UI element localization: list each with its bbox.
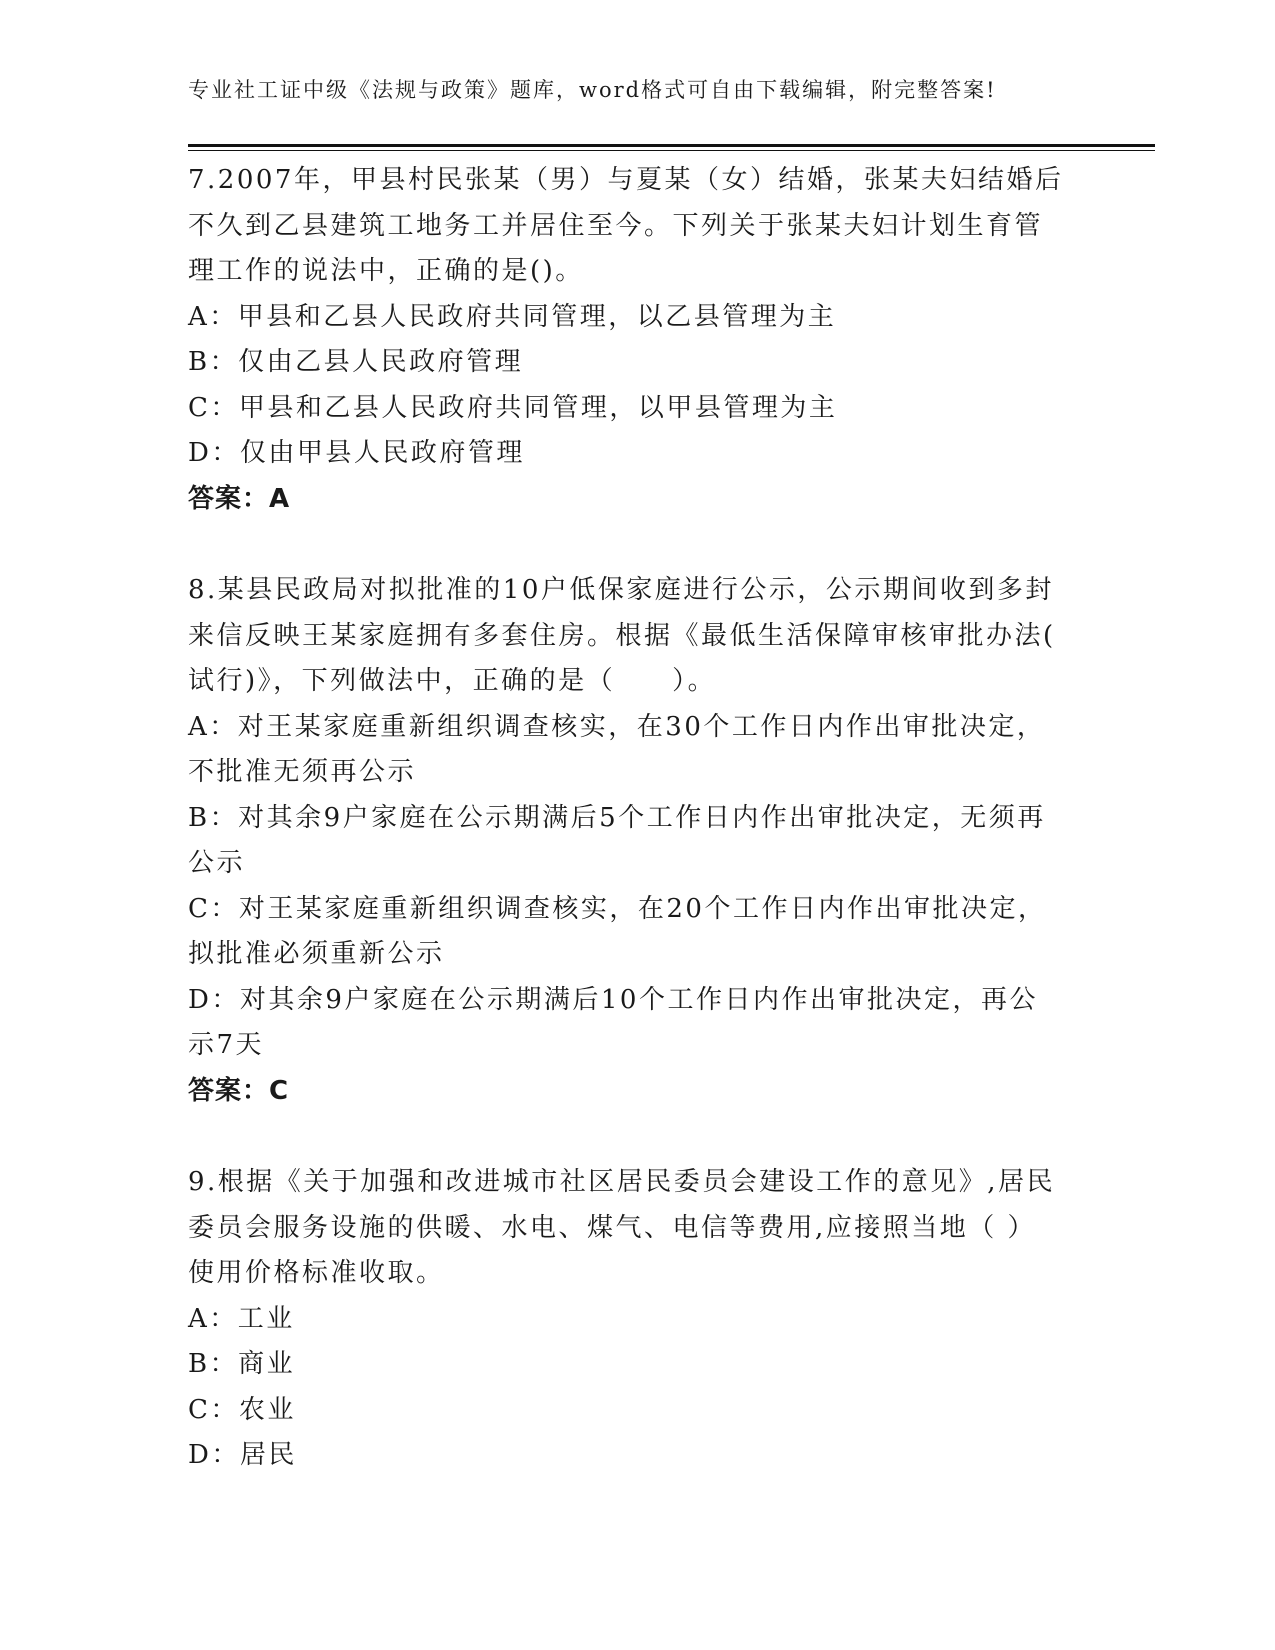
option-a-continued: 不批准无须再公示	[188, 757, 417, 787]
header-rule-thick	[188, 144, 1155, 147]
option-d-continued: 示7天	[188, 1030, 265, 1060]
option-d: D：对其余9户家庭在公示期满后10个工作日内作出审批决定，再公	[188, 984, 1038, 1015]
question-7	[188, 158, 1088, 522]
header-rule-thin	[188, 150, 1155, 151]
option-a: A：对王某家庭重新组织调查核实，在30个工作日内作出审批决定，	[188, 711, 1046, 742]
option-b-continued: 公示	[188, 848, 246, 878]
option-b: B：仅由乙县人民政府管理	[188, 347, 524, 377]
answer-label: 答案：A	[188, 483, 291, 514]
answer-label: 答案：C	[188, 1075, 290, 1106]
question-8	[188, 568, 1088, 1114]
question-stem-line: 理工作的说法中，正确的是()。	[188, 256, 584, 286]
option-a: A：工业	[188, 1303, 295, 1334]
question-stem-line: 7.2007年，甲县村民张某（男）与夏某（女）结婚，张某夫妇结婚后	[188, 165, 1064, 195]
option-c: C：对王某家庭重新组织调查核实，在20个工作日内作出审批决定，	[188, 893, 1047, 924]
option-d: D：居民	[188, 1440, 297, 1470]
question-stem-line: 8.某县民政局对拟批准的10户低保家庭进行公示，公示期间收到多封	[188, 575, 1054, 605]
question-stem-line: 委员会服务设施的供暖、水电、煤气、电信等费用,应接照当地（ ）	[188, 1212, 1037, 1243]
question-list	[188, 158, 1088, 1525]
option-d: D：仅由甲县人民政府管理	[188, 438, 525, 468]
question-stem-line: 试行)》，下列做法中，正确的是（ ）。	[188, 666, 717, 696]
option-b: B：对其余9户家庭在公示期满后5个工作日内作出审批决定，无须再	[188, 802, 1046, 833]
option-c-continued: 拟批准必须重新公示	[188, 939, 445, 969]
option-c: C：农业	[188, 1394, 296, 1425]
option-b: B：商业	[188, 1349, 296, 1379]
question-9	[188, 1160, 1088, 1479]
option-a: A：甲县和乙县人民政府共同管理，以乙县管理为主	[188, 301, 837, 332]
question-stem-line: 来信反映王某家庭拥有多套住房。根据《最低生活保障审核审批办法(	[188, 620, 1056, 651]
question-stem-line: 不久到乙县建筑工地务工并居住至今。下列关于张某夫妇计划生育管	[188, 210, 1044, 241]
page-header: 专业社工证中级《法规与政策》题库，word格式可自由下载编辑，附完整答案!	[188, 78, 997, 102]
question-stem-line: 使用价格标准收取。	[188, 1258, 445, 1288]
question-stem-line: 9.根据《关于加强和改进城市社区居民委员会建设工作的意见》,居民	[188, 1167, 1056, 1197]
option-c: C：甲县和乙县人民政府共同管理，以甲县管理为主	[188, 392, 838, 423]
